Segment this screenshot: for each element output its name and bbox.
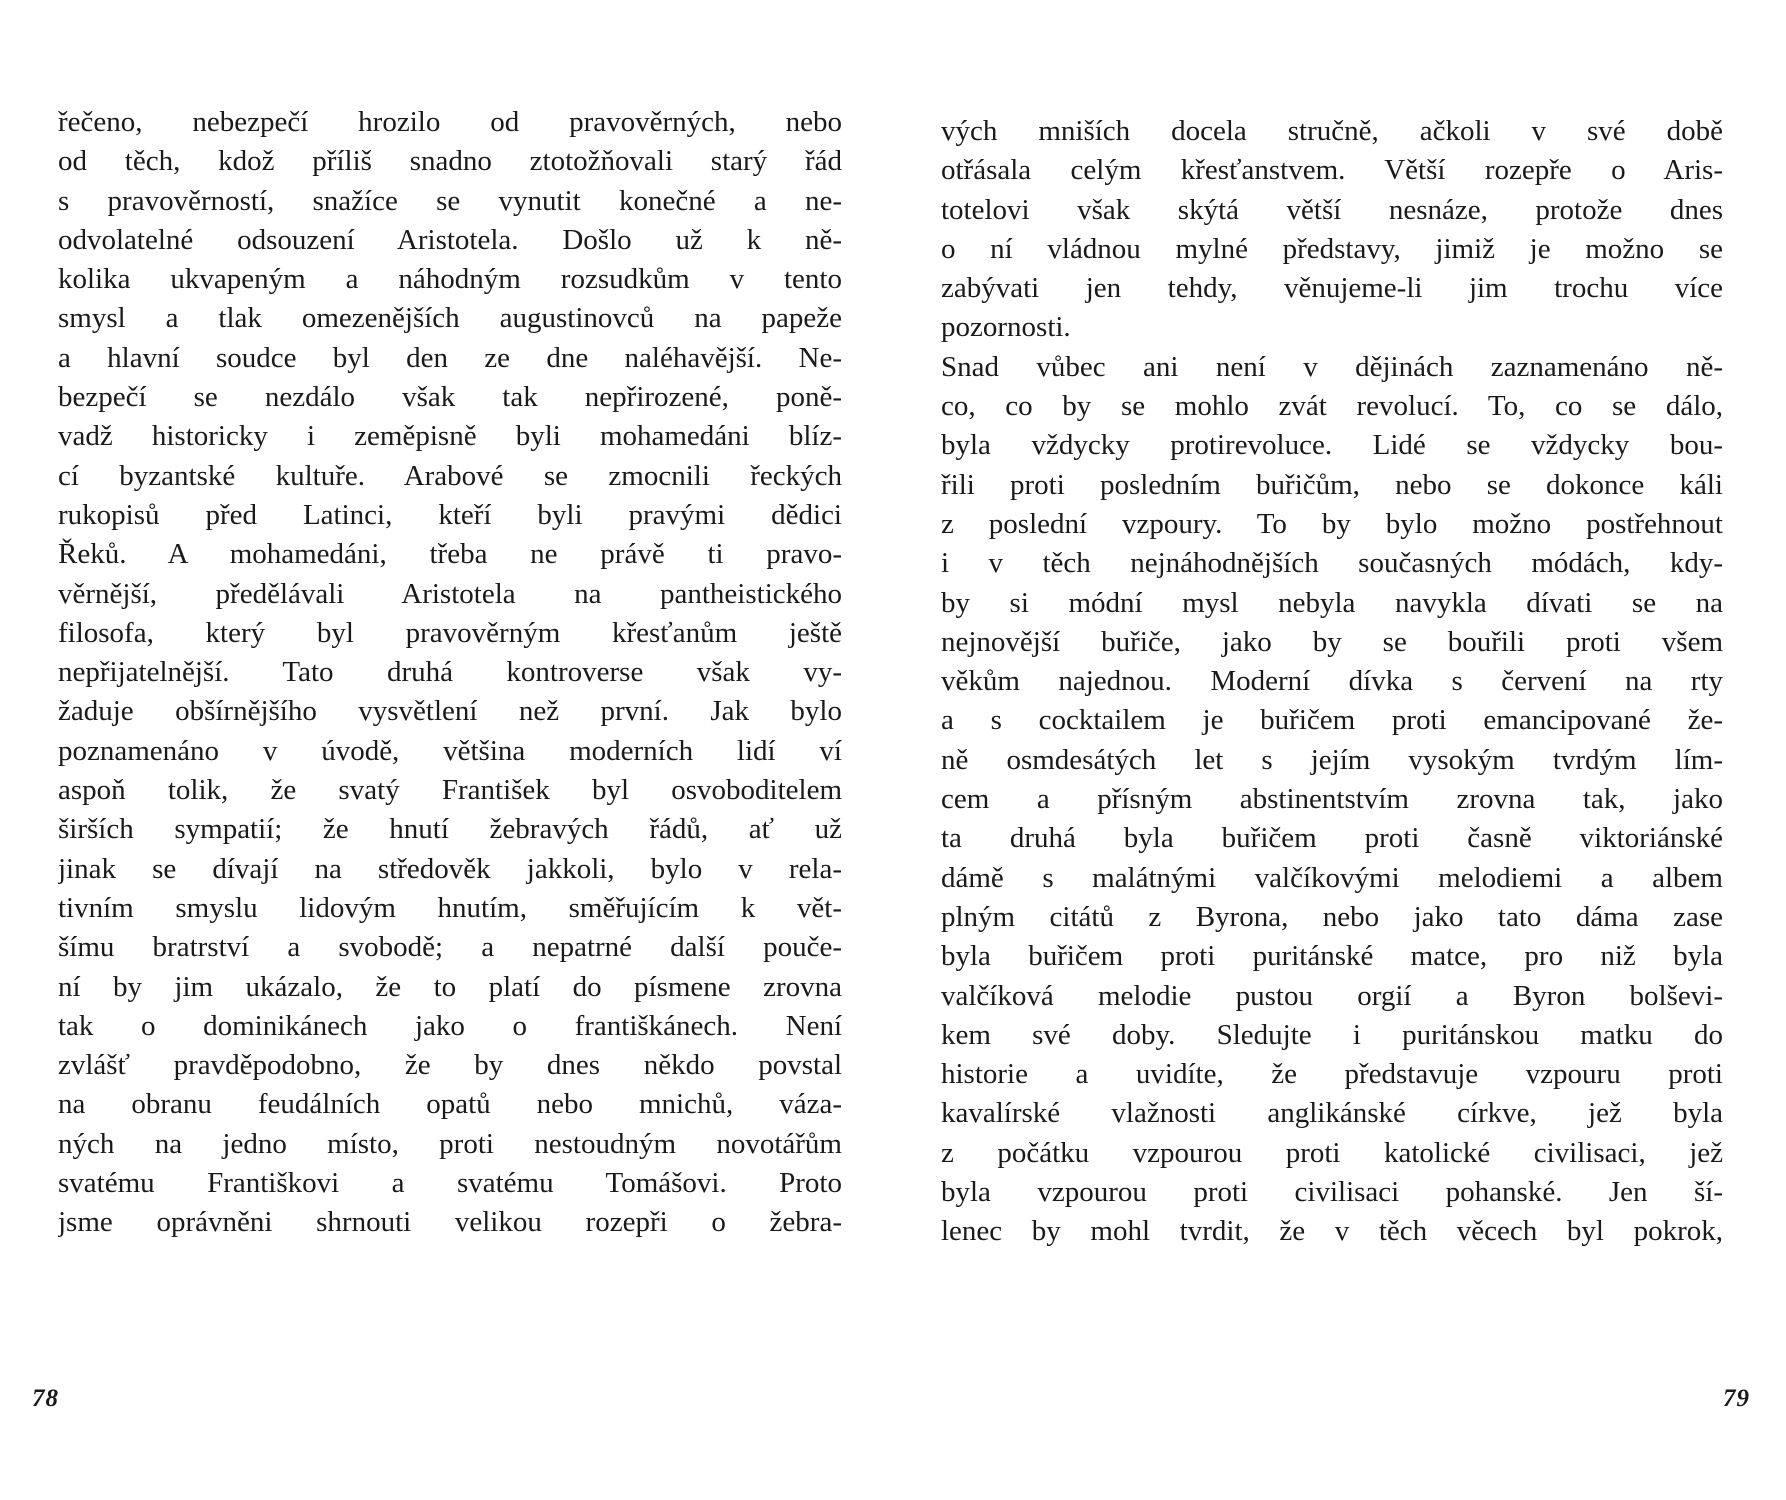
text-line: šímu bratrství a svobodě; a nepatrné další pouče- [58,931,842,964]
text-line: otřásala celým křesťanstvem. Větší rozepře o Aris- [941,154,1723,187]
text-line: co, co by se mohlo zvát revolucí. To, co se dálo, [941,390,1723,423]
text-line: byla buřičem proti puritánské matce, pro niž byla [941,940,1723,973]
text-line: smysl a tlak omezenějších augustinovců na papeže [58,302,842,335]
text-line: Řeků. A mohamedáni, třeba ne právě ti pravo- [58,538,842,571]
text-line: rukopisů před Latinci, kteří byli pravými dědici [58,498,842,531]
text-line: širších sympatií; že hnutí žebravých řádů, ať už [58,813,842,846]
right-page-body [941,112,1723,1252]
text-line: žaduje obšírnějšího vysvětlení než první. Jak bylo [58,695,842,728]
text-line: historie a uvidíte, že představuje vzpouru proti [941,1058,1723,1091]
text-line: s pravověrností, snažíce se vynutit konečné a ne- [58,184,842,217]
text-line: pozornosti. [941,311,1071,344]
text-line: ně osmdesátých let s jejím vysokým tvrdým lím- [941,743,1723,776]
text-line: by si módní mysl nebyla navykla dívati se na [941,586,1723,619]
text-line: a s cocktailem je buřičem proti emancipované že- [941,704,1723,737]
right-page [893,0,1786,1500]
text-line: ných na jedno místo, proti nestoudným novotářům [58,1127,842,1160]
text-line: plným citátů z Byrona, nebo jako tato dáma zase [941,900,1723,933]
text-line: řili proti posledním buřičům, nebo se dokonce káli [941,468,1723,501]
text-line: i v těch nejnáhodnějších současných módách, kdy- [941,547,1723,580]
text-line: od těch, kdož příliš snadno ztotožňovali starý řád [58,145,842,178]
text-line: ní by jim ukázalo, že to platí do písmene zrovna [58,970,842,1003]
text-line: nepřijatelnější. Tato druhá kontroverse však vy- [58,656,842,689]
text-line: filosofa, který byl pravověrným křesťanům ještě [58,616,842,649]
text-line: ta druhá byla buřičem proti časně viktoriánské [941,822,1723,855]
text-line: bezpečí se nezdálo však tak nepřirozené, poně- [58,381,842,414]
text-line: zabývati jen tehdy, věnujeme-li jim trochu více [941,272,1723,305]
text-line: kem své doby. Sledujte i puritánskou matku do [941,1018,1723,1051]
text-line: Snad vůbec ani není v dějinách zaznamenáno ně- [941,350,1723,383]
right-page-number: 79 [1723,1385,1750,1412]
text-line: kolika ukvapeným a náhodným rozsudkům v tento [58,263,842,296]
text-line: z poslední vzpoury. To by bylo možno postřehnout [941,507,1723,540]
text-line: dámě s malátnými valčíkovými melodiemi a albem [941,861,1723,894]
text-line: lenec by mohl tvrdit, že v těch věcech byl pokrok, [941,1215,1723,1248]
text-line: svatému Františkovi a svatému Tomášovi. Proto [58,1167,842,1200]
text-line: byla vždycky protirevoluce. Lidé se vždycky bou- [941,429,1723,462]
text-line: kavalírské vlažnosti anglikánské církve, jež byla [941,1097,1723,1130]
text-line: valčíková melodie pustou orgií a Byron bolševi- [941,979,1723,1012]
text-line: aspoň tolik, že svatý František byl osvoboditelem [58,774,842,807]
text-line: byla vzpourou proti civilisaci pohanské. Jen ší- [941,1176,1723,1209]
text-line: jsme oprávněni shrnouti velikou rozepři o žebra- [58,1206,842,1239]
text-line: zvlášť pravděpodobno, že by dnes někdo povstal [58,1049,842,1082]
text-line: věkům najednou. Moderní dívka s červení na rty [941,665,1723,698]
text-line: o ní vládnou mylné představy, jimiž je možno se [941,232,1723,265]
text-line: a hlavní soudce byl den ze dne naléhavější. Ne- [58,341,842,374]
text-line: tak o dominikánech jako o františkánech. Není [58,1009,842,1042]
text-line: vých mniších docela stručně, ačkoli v své době [941,115,1723,147]
text-line: vadž historicky i zeměpisně byli mohamedáni blíz- [58,420,842,453]
text-line: na obranu feudálních opatů nebo mnichů, váza- [58,1088,842,1121]
text-line: z počátku vzpourou proti katolické civilisaci, jež [941,1136,1723,1169]
text-line: cí byzantské kultuře. Arabové se zmocnili řeckých [58,459,842,492]
text-line: odvolatelné odsouzení Aristotela. Došlo už k ně- [58,223,842,256]
text-line: poznamenáno v úvodě, většina moderních lidí ví [58,734,842,767]
text-line: jinak se dívají na středověk jakkoli, bylo v rela- [58,852,842,885]
text-line: řečeno, nebezpečí hrozilo od pravověrných, nebo [58,106,842,138]
left-page-body [58,103,842,1243]
text-line: totelovi však skýtá větší nesnáze, protože dnes [941,193,1723,226]
text-line: věrnější, předělávali Aristotela na pantheistického [58,577,842,610]
text-line: tivním smyslu lidovým hnutím, směřujícím k vět- [58,891,842,924]
text-line: cem a přísným abstinentstvím zrovna tak, jako [941,783,1723,816]
left-page-number: 78 [32,1385,59,1412]
text-line: nejnovější buřiče, jako by se bouřili proti všem [941,625,1723,658]
